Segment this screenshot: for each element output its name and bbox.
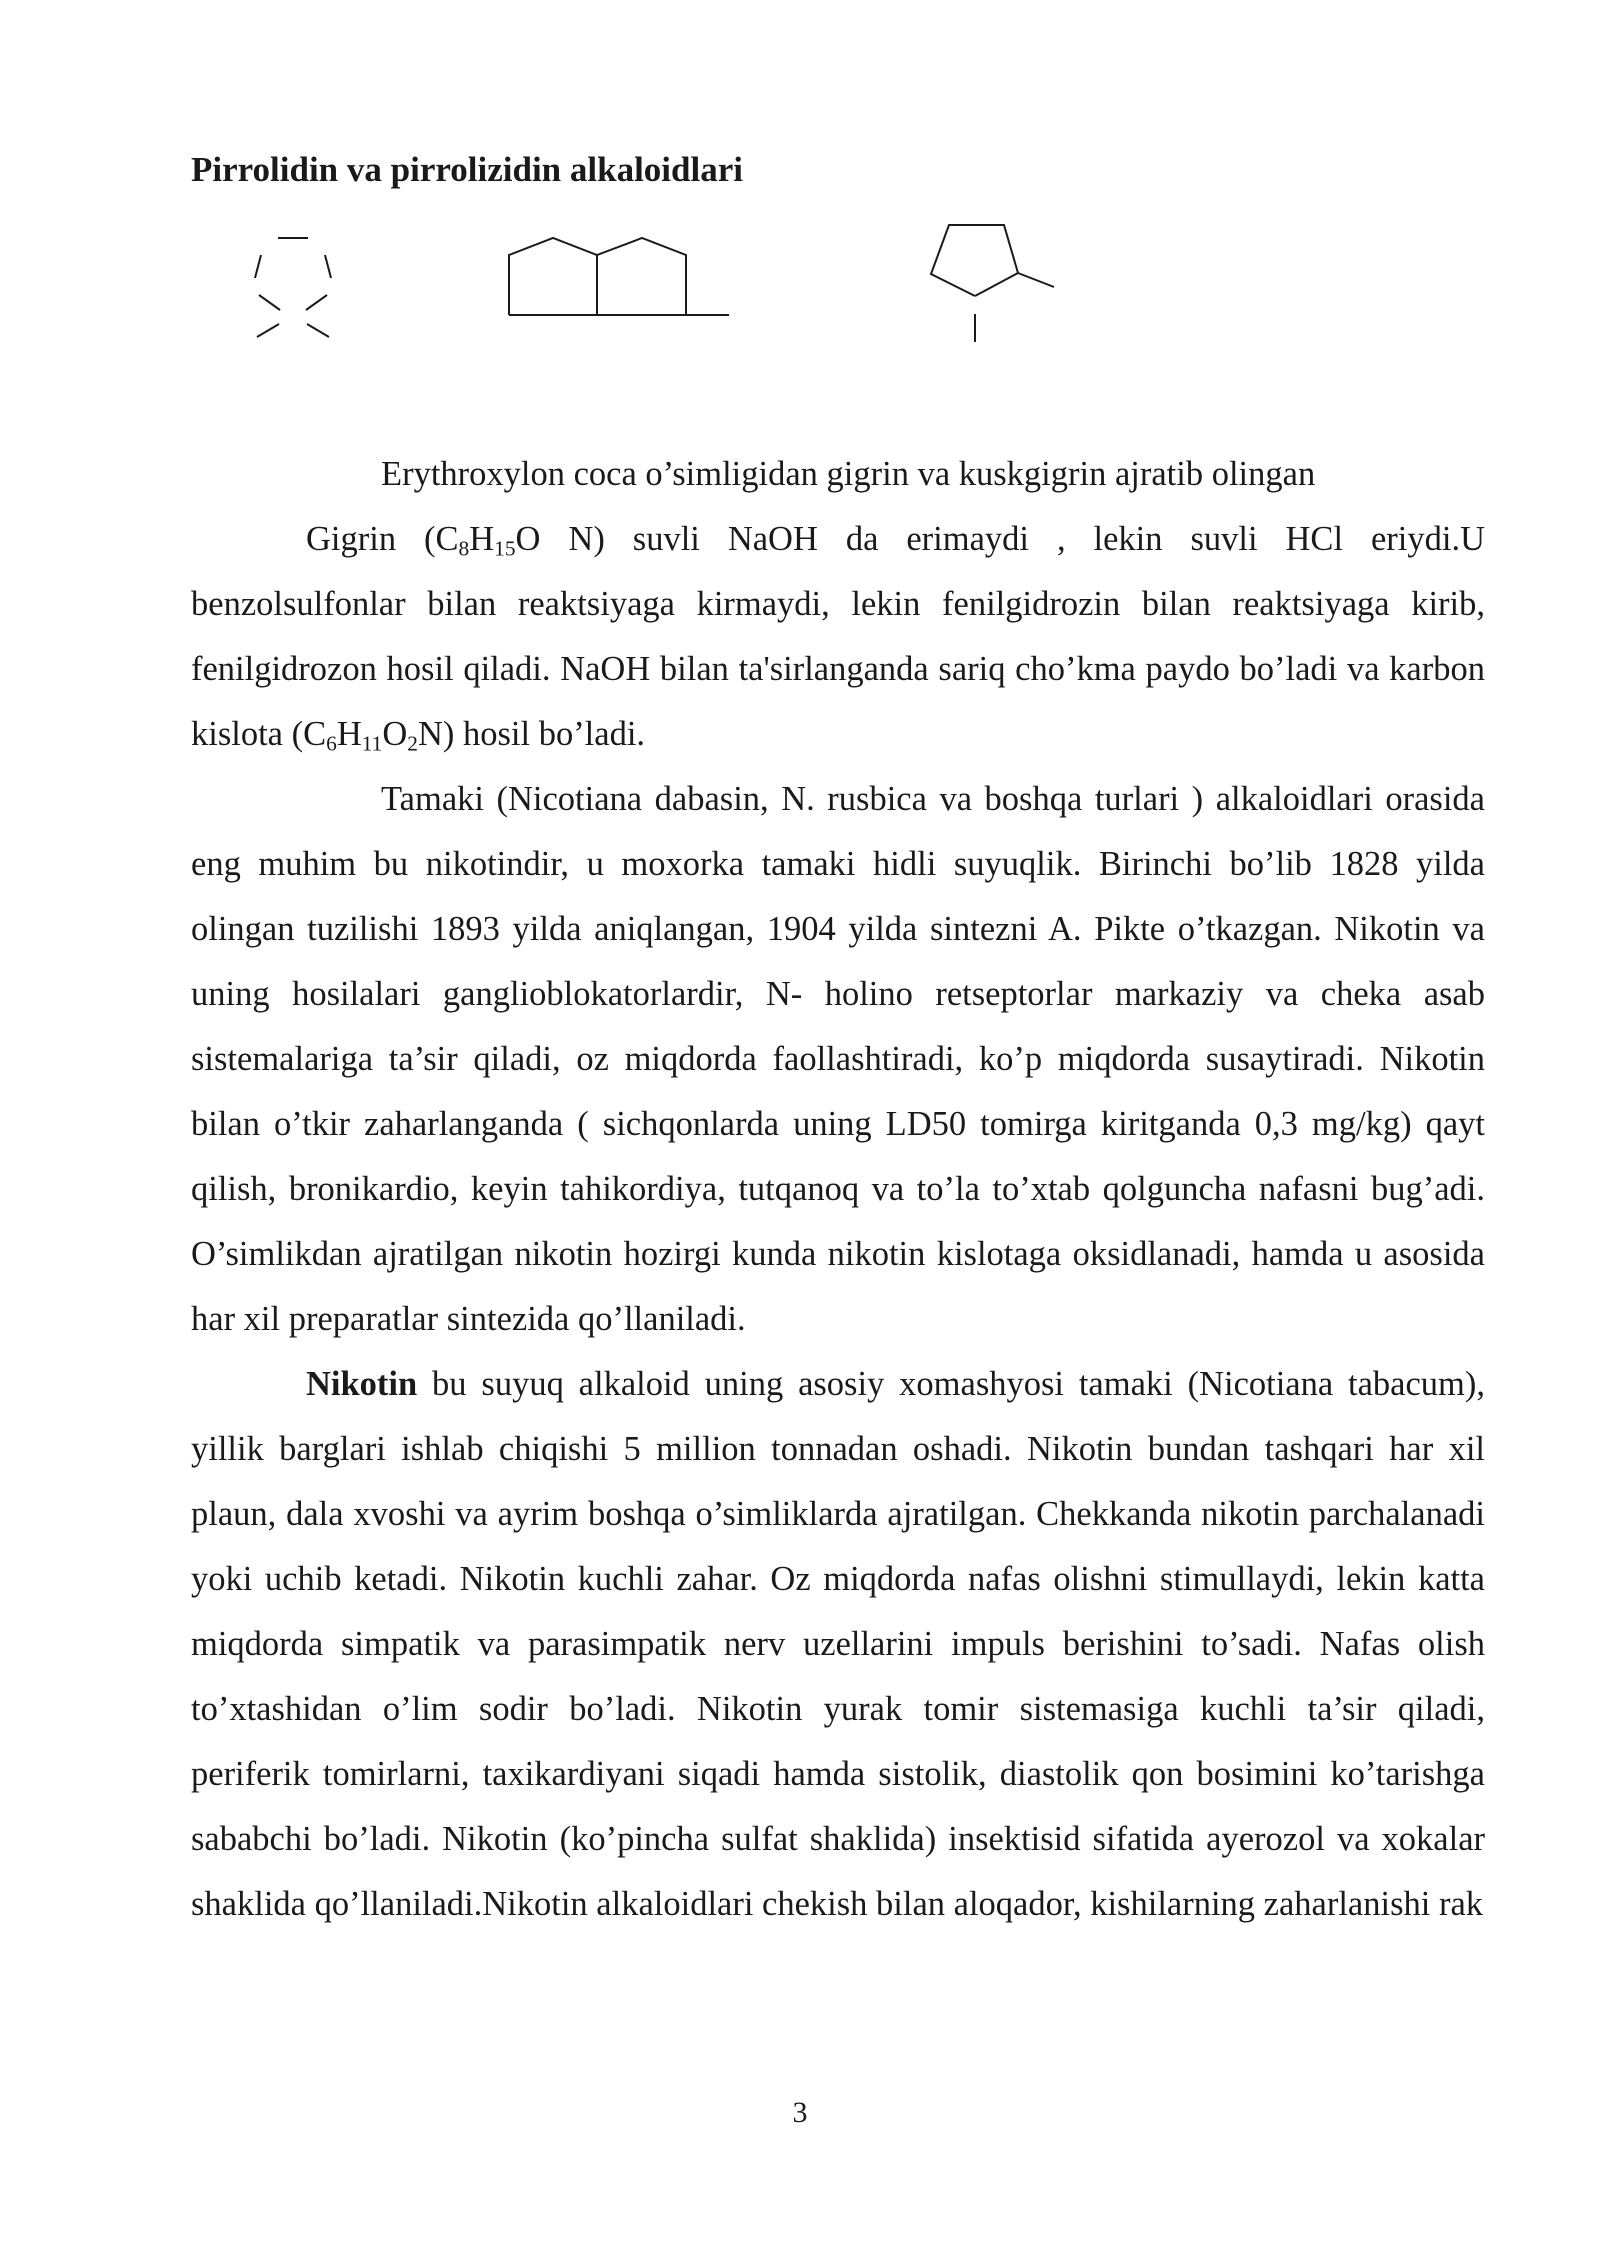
paragraph: [191, 507, 1485, 767]
body-text: [191, 442, 1485, 1937]
subscript: 2: [407, 731, 418, 756]
paragraph: Tamaki (Nicotiana dabasin, N. rusbica va boshqa turlari ) alkaloidlari orasida eng muhim bu nikotindir, u moxorka tamaki hidli suyuqlik. Birinchi bo’lib 1828 yilda olingan tuzilishi 1893 yilda aniqlangan, 1904 yilda sintezni A. Pikte o’tkazgan. Nikotin va uning hosilalari ganglioblokatorlardir, N- holino retseptorlar markaziy va cheka asab sistemalariga ta’sir qiladi, oz miqdorda faollashtiradi, ko’p miqdorda susaytiradi. Nikotin bilan o’tkir zaharlanganda ( sichqonlarda uning LD50 tomirga kiritganda 0,3 mg/kg) qayt qilish, bronikardio, keyin tahikordiya, tutqanoq va to’la to’xtab qolguncha nafasni bug’adi. O’simlikdan ajratilgan nikotin hozirgi kunda nikotin kislotaga oksidlanadi, hamda u asosida har xil preparatlar sintezida qo’llaniladi.: [191, 780, 1485, 1338]
pyrrolidine-structure: [255, 238, 331, 337]
subscript: 11: [361, 731, 383, 756]
methylpyrrolidine-structure: [931, 225, 1054, 342]
text-run: bu suyuq alkaloid uning asosiy xomashyosi tamaki (Nicotiana tabacum), yillik barglari ishlab chiqishi 5 million tonnadan oshadi. Nikotin bundan tashqari har xil plaun, dala xvoshi va ayrim boshqa o’simliklarda ajratilgan. Chekkanda nikotin parchalanadi yoki uchib ketadi. Nikotin kuchli zahar. Oz miqdorda nafas olishni stimullaydi, lekin katta miqdorda simpatik va parasimpatik nerv uzellarini impuls berishini to’sadi. Nafas olish to’xtashidan o’lim sodir bo’ladi. Nikotin yurak tomir sistemasiga kuchli ta’sir qiladi, periferik tomirlarni, taxikardiyani siqadi hamda sistolik, diastolik qon bosimini ko’tarishga sababchi bo’ladi. Nikotin (ko’pincha sulfat shaklida) insektisid sifatida ayerozol va xokalar shaklida qo’llaniladi.Nikotin alkaloidlari chekish bilan aloqador, kishilarning zaharlanishi rak: [191, 1365, 1485, 1923]
text-run: Gigrin (C: [306, 520, 459, 558]
section-heading: Pirrolidin va pirrolizidin alkaloidlari: [191, 150, 743, 189]
paragraph: Erythroxylon coca o’simligidan gigrin va kuskgigrin ajratib olingan: [381, 455, 1316, 493]
text-run: O: [382, 715, 408, 753]
paragraph: [191, 1352, 1485, 1937]
subscript: 6: [326, 731, 337, 756]
subscript: 15: [494, 536, 516, 561]
pyrrolizidine-structure: [509, 238, 729, 315]
chemical-structures: [0, 210, 1600, 360]
subscript: 8: [458, 536, 470, 561]
page-number: 3: [792, 2096, 808, 2129]
text-run: N) hosil bo’ladi.: [417, 715, 646, 753]
bold-term: Nikotin: [306, 1365, 418, 1403]
text-run: H: [336, 715, 362, 753]
text-run: H: [469, 520, 495, 558]
text-run: O N) suvli NaOH da erimaydi , lekin suvli HCl eriydi.U benzolsulfonlar bilan reaktsiyaga kirmaydi, lekin fenilgidrozin bilan reaktsiyaga kirib, fenilgidrozon hosil qiladi. NaOH bilan ta'sirlanganda sariq cho’kma paydo bo’ladi va karbon kislota (C: [191, 520, 1486, 753]
